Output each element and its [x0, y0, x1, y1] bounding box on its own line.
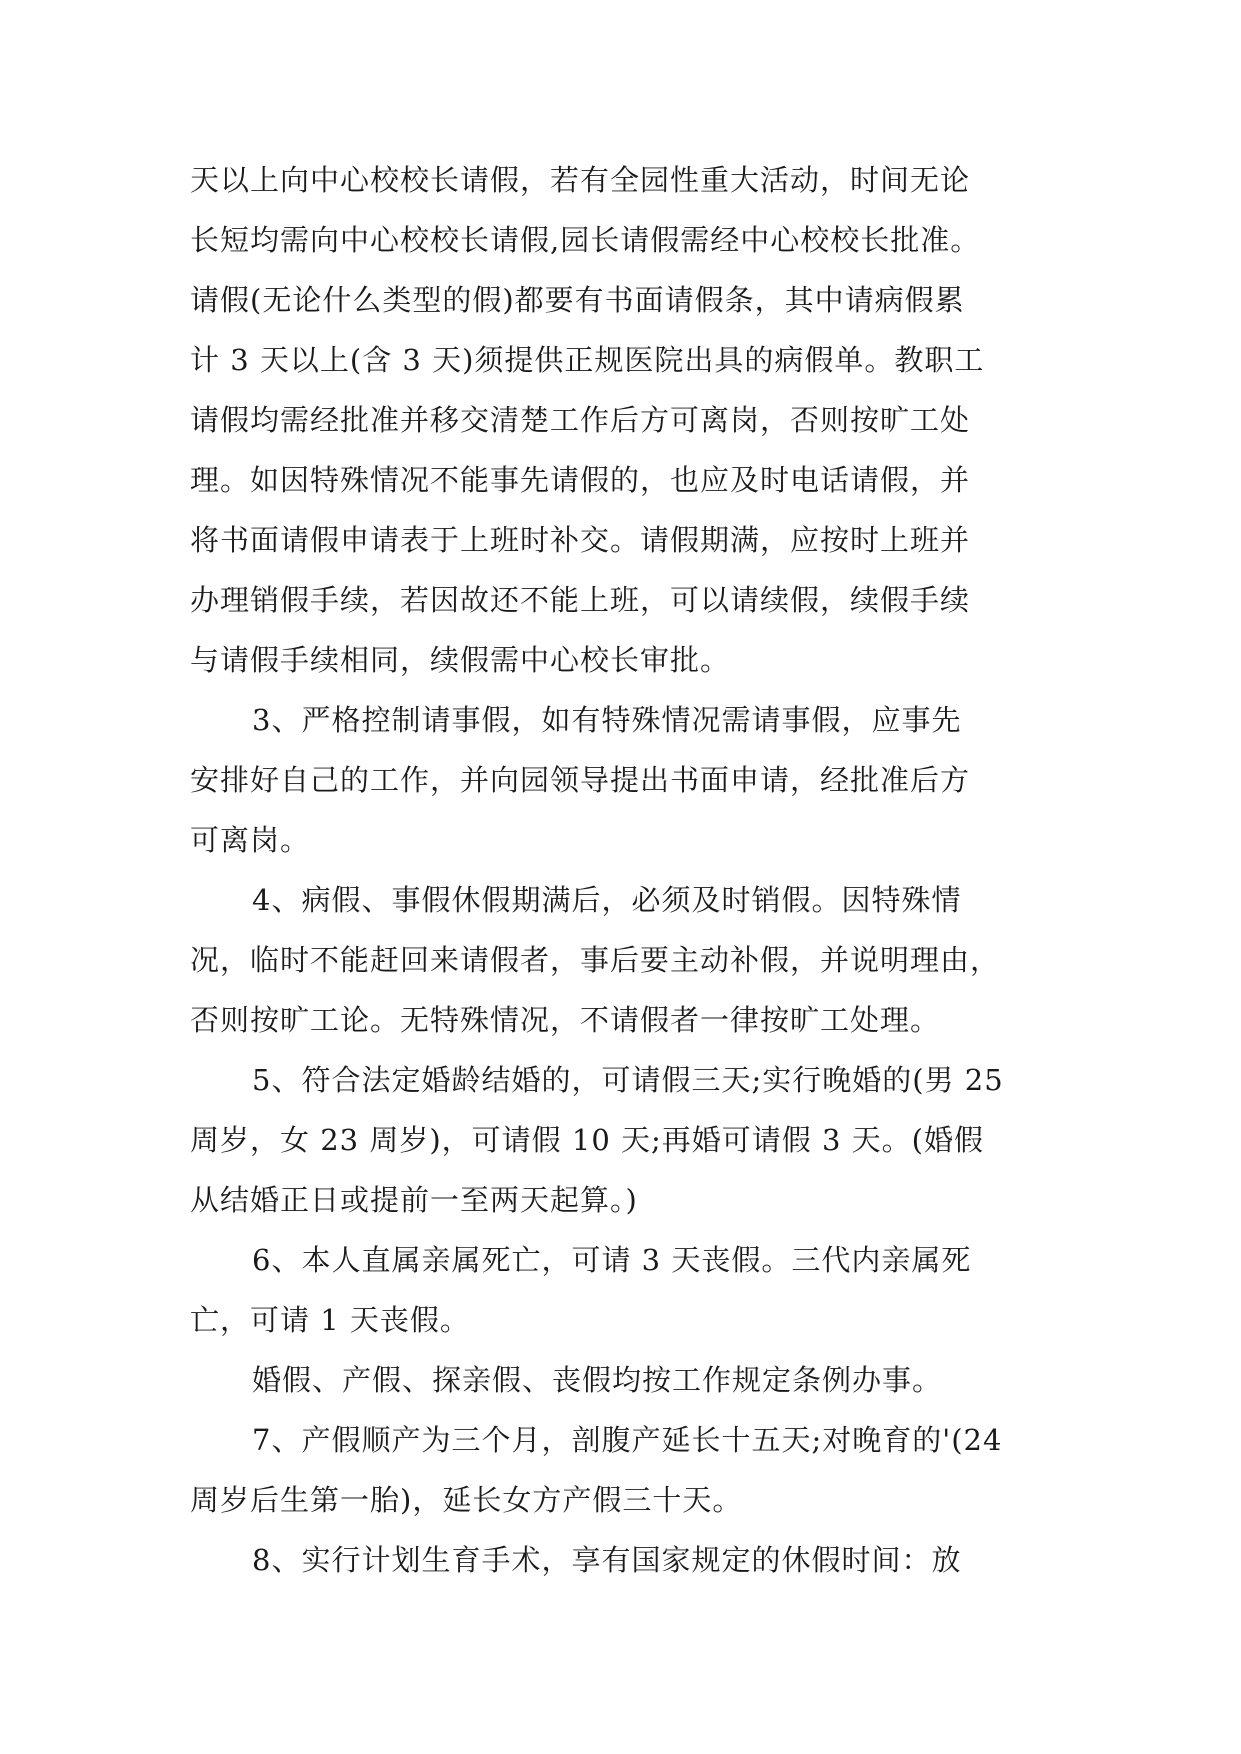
paragraph-first-line: 3、严格控制请事假，如有特殊情况需请事假，应事先 — [252, 703, 962, 737]
text-line: 长短均需向中心校校长请假,园长请假需经中心校校长批准。 — [190, 223, 981, 257]
paragraph-first-line: 4、病假、事假休假期满后，必须及时销假。因特殊情 — [252, 883, 962, 917]
paragraph-first-line: 8、实行计划生育手术，享有国家规定的休假时间：放 — [252, 1543, 962, 1577]
text-line: 计 3 天以上(含 3 天)须提供正规医院出具的病假单。教职工 — [190, 343, 985, 377]
text-line: 理。如因特殊情况不能事先请假的，也应及时电话请假，并 — [190, 463, 971, 497]
text-line: 亡，可请 1 天丧假。 — [190, 1303, 470, 1337]
paragraph-first-line: 7、产假顺产为三个月，剖腹产延长十五天;对晚育的'(24 — [252, 1423, 1003, 1457]
paragraph-first-line: 5、符合法定婚龄结婚的，可请假三天;实行晚婚的(男 25 — [252, 1063, 1004, 1097]
text-line: 请假均需经批准并移交清楚工作后方可离岗，否则按旷工处 — [190, 403, 971, 437]
text-line: 可离岗。 — [190, 823, 311, 857]
paragraph-first-line: 婚假、产假、探亲假、丧假均按工作规定条例办事。 — [252, 1363, 943, 1397]
text-line: 将书面请假申请表于上班时补交。请假期满，应按时上班并 — [190, 523, 971, 557]
text-line: 从结婚正日或提前一至两天起算。) — [190, 1183, 638, 1217]
text-line: 安排好自己的工作，并向园领导提出书面申请，经批准后方 — [190, 763, 971, 797]
text-line: 天以上向中心校校长请假，若有全园性重大活动，时间无论 — [190, 163, 971, 197]
text-line: 否则按旷工论。无特殊情况，不请假者一律按旷工处理。 — [190, 1003, 941, 1037]
paragraph-first-line: 6、本人直属亲属死亡，可请 3 天丧假。三代内亲属死 — [252, 1243, 972, 1277]
text-line: 与请假手续相同，续假需中心校长审批。 — [190, 643, 731, 677]
text-line: 请假(无论什么类型的假)都要有书面请假条，其中请病假累 — [190, 283, 965, 317]
text-line: 周岁后生第一胎)，延长女方产假三十天。 — [190, 1483, 743, 1517]
text-line: 周岁，女 23 周岁)，可请假 10 天;再婚可请假 3 天。(婚假 — [190, 1123, 984, 1157]
text-line: 办理销假手续，若因故还不能上班，可以请续假，续假手续 — [190, 583, 971, 617]
text-line: 况，临时不能赶回来请假者，事后要主动补假，并说明理由， — [190, 943, 1001, 977]
